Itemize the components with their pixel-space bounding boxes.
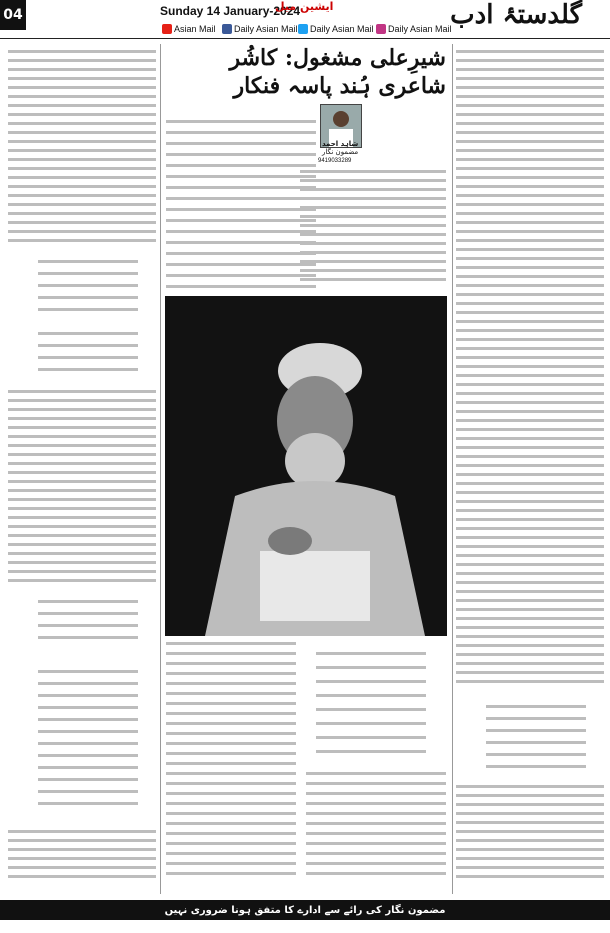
poet-photo-image [165,296,447,636]
text-block-graphic [456,50,604,890]
left-column-text [8,50,156,890]
social-label: Asian Mail [174,24,216,34]
social-label: Daily Asian Mail [388,24,452,34]
center-right-text [300,170,446,290]
social-instagram[interactable] [376,24,452,34]
disclaimer-bar: مضمون نگار کی رائے سے ادارے کا متفق ہونا ضروری نہیں [0,900,610,920]
column-rule [160,44,161,894]
issue-date: Sunday 14 January-2024 [160,4,301,18]
text-block-graphic [166,120,316,290]
newspaper-logo: ایشین میل [275,0,334,13]
instagram-icon [376,24,386,34]
column-rule [452,44,453,894]
author-name: شاہد احمد [322,140,359,148]
text-block-graphic [300,170,446,290]
author-phone: 9419033289 [318,158,352,164]
page-number: 04 [0,0,26,30]
headline: شیرِعلی مشغول: کاشُر شاعری ہُند پاسہ فنکار [229,45,446,99]
youtube-icon [162,24,172,34]
social-youtube[interactable] [162,24,216,34]
twitter-icon [298,24,308,34]
right-column-text [456,50,604,890]
section-title: گلدستۂ ادب [450,0,582,30]
facebook-icon [222,24,232,34]
center-upper-text [166,120,316,290]
social-twitter[interactable] [298,24,374,34]
social-facebook[interactable] [222,24,298,34]
header-rule [0,38,610,39]
author-label: مضمون نگار [322,148,359,156]
social-label: Daily Asian Mail [310,24,374,34]
social-label: Daily Asian Mail [234,24,298,34]
poet-photo [165,296,447,636]
text-block-graphic [166,642,446,892]
text-block-graphic [8,50,156,890]
center-lower-text [166,642,446,892]
